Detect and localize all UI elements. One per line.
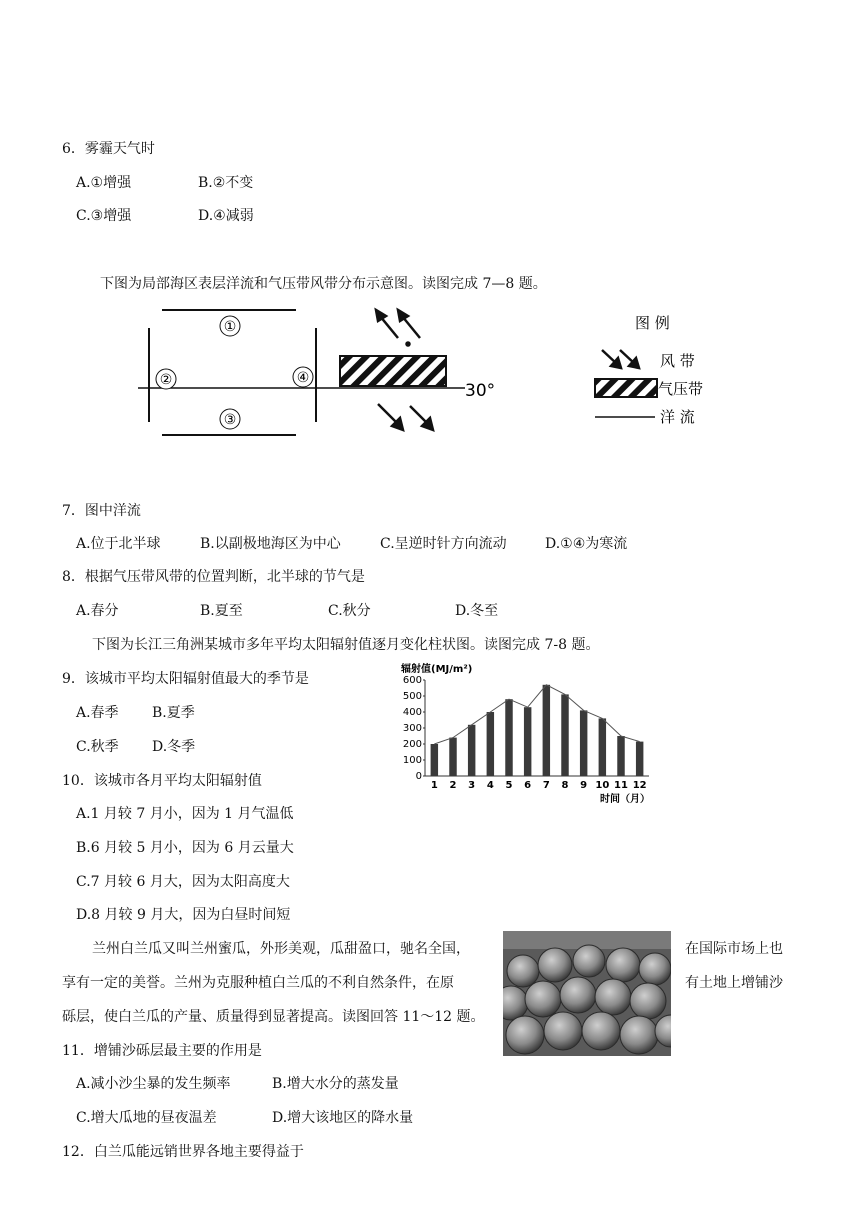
y-tick-label: 0 bbox=[415, 771, 422, 782]
bar-month-1 bbox=[431, 744, 438, 776]
q11-option-c: C.增大瓜地的昼夜温差 bbox=[76, 1110, 217, 1126]
y-tick-label: 600 bbox=[402, 675, 422, 686]
legend-current-label: 洋 流 bbox=[660, 408, 695, 426]
pressure-belt-box bbox=[340, 356, 446, 386]
question-7-stem: 7．图中洋流 bbox=[62, 503, 141, 519]
x-tick-label: 8 bbox=[561, 780, 569, 791]
x-tick-label: 1 bbox=[430, 780, 438, 791]
bar-month-8 bbox=[561, 694, 568, 776]
q7-option-b: B.以副极地海区为中心 bbox=[200, 536, 341, 552]
chart-xlabel: 时间（月） bbox=[600, 794, 650, 805]
question-6-stem: 6．雾霾天气时 bbox=[62, 141, 155, 157]
x-tick-label: 12 bbox=[632, 780, 647, 791]
legend-title: 图 例 bbox=[635, 314, 670, 332]
question-8-stem: 8．根据气压带风带的位置判断，北半球的节气是 bbox=[62, 569, 365, 585]
y-tick-label: 400 bbox=[402, 707, 422, 718]
legend-pressure-icon bbox=[595, 379, 657, 397]
y-tick-label: 200 bbox=[402, 739, 422, 750]
y-tick-label: 500 bbox=[402, 691, 422, 702]
q6-option-c: C.③增强 bbox=[76, 208, 132, 224]
x-tick-label: 7 bbox=[542, 780, 550, 791]
question-9-stem: 9．该城市平均太阳辐射值最大的季节是 bbox=[62, 671, 309, 687]
svg-text:①: ① bbox=[223, 319, 237, 335]
q9-option-d: D.冬季 bbox=[152, 739, 196, 755]
passage-line-1b: 在国际市场上也 bbox=[685, 941, 783, 957]
x-tick-label: 9 bbox=[580, 780, 588, 791]
x-tick-label: 6 bbox=[524, 780, 532, 791]
x-tick-label: 11 bbox=[614, 780, 628, 791]
q8-option-d: D.冬至 bbox=[455, 603, 499, 619]
q10-option-d: D.8 月较 9 月大，因为白昼时间短 bbox=[76, 907, 291, 923]
q6-option-a: A.①增强 bbox=[76, 175, 132, 191]
x-tick-label: 5 bbox=[505, 780, 513, 791]
intro-7-8: 下图为局部海区表层洋流和气压带风带分布示意图。读图完成 7—8 题。 bbox=[100, 276, 547, 292]
ocean-current-diagram bbox=[130, 300, 730, 440]
bar-month-5 bbox=[505, 699, 512, 776]
chart-ylabel: 辐射值(MJ/m²) bbox=[401, 664, 473, 675]
q9-option-a: A.春季 bbox=[76, 705, 119, 721]
question-12-stem: 12．白兰瓜能远销世界各地主要得益于 bbox=[62, 1144, 304, 1160]
y-tick-label: 100 bbox=[402, 755, 422, 766]
wind-arrows-upper bbox=[376, 310, 420, 346]
question-11-stem: 11．增铺沙砾层最主要的作用是 bbox=[62, 1043, 262, 1059]
q7-option-c: C.呈逆时针方向流动 bbox=[380, 536, 507, 552]
q10-option-a: A.1 月较 7 月小，因为 1 月气温低 bbox=[76, 806, 294, 822]
passage-line-1a: 兰州白兰瓜又叫兰州蜜瓜，外形美观，瓜甜盈口，驰名全国， bbox=[92, 941, 470, 957]
q6-option-b: B.②不变 bbox=[198, 175, 254, 191]
svg-text:④: ④ bbox=[296, 370, 310, 386]
q10-option-b: B.6 月较 5 月小，因为 6 月云量大 bbox=[76, 840, 294, 856]
intro-9-10: 下图为长江三角洲某城市多年平均太阳辐射值逐月变化柱状图。读图完成 7-8 题。 bbox=[92, 637, 600, 653]
q9-option-c: C.秋季 bbox=[76, 739, 119, 755]
chart-trend-line bbox=[434, 685, 639, 744]
q8-option-c: C.秋分 bbox=[328, 603, 371, 619]
wind-arrows-lower bbox=[378, 404, 433, 430]
bar-month-9 bbox=[580, 710, 587, 776]
q10-option-c: C.7 月较 6 月大，因为太阳高度大 bbox=[76, 874, 290, 890]
bar-month-10 bbox=[599, 718, 606, 776]
q11-option-d: D.增大该地区的降水量 bbox=[272, 1110, 414, 1126]
y-tick-label: 300 bbox=[402, 723, 422, 734]
legend-wind-label: 风 带 bbox=[660, 352, 695, 370]
q11-option-b: B.增大水分的蒸发量 bbox=[272, 1076, 399, 1092]
bar-month-7 bbox=[543, 685, 550, 776]
q8-option-b: B.夏至 bbox=[200, 603, 243, 619]
melon-photo bbox=[503, 931, 671, 1056]
marker-4 bbox=[293, 367, 313, 387]
passage-line-2a: 享有一定的美誉。兰州为克服种植白兰瓜的不利自然条件，在原 bbox=[62, 975, 454, 991]
bar-month-3 bbox=[468, 725, 475, 776]
q6-option-d: D.④减弱 bbox=[198, 208, 254, 224]
passage-line-3: 砾层，使白兰瓜的产量、质量得到显著提高。读图回答 11～12 题。 bbox=[62, 1009, 485, 1025]
x-tick-label: 2 bbox=[449, 780, 457, 791]
q11-option-a: A.减小沙尘暴的发生频率 bbox=[76, 1076, 231, 1092]
marker-2 bbox=[156, 369, 176, 389]
x-tick-label: 10 bbox=[595, 780, 610, 791]
bar-month-11 bbox=[617, 736, 624, 776]
bar-month-4 bbox=[487, 712, 494, 776]
q9-option-b: B.夏季 bbox=[152, 705, 195, 721]
latitude-label: 30° bbox=[465, 381, 496, 401]
svg-text:③: ③ bbox=[223, 412, 237, 428]
marker-1 bbox=[220, 316, 240, 336]
bar-month-6 bbox=[524, 707, 531, 776]
marker-3 bbox=[220, 409, 240, 429]
bar-month-2 bbox=[449, 738, 456, 776]
question-10-stem: 10．该城市各月平均太阳辐射值 bbox=[62, 773, 262, 789]
legend-pressure-label: 气压带 bbox=[658, 380, 704, 398]
radiation-bar-chart bbox=[395, 660, 685, 805]
svg-text:②: ② bbox=[159, 372, 173, 388]
q8-option-a: A.春分 bbox=[76, 603, 119, 619]
x-tick-label: 4 bbox=[486, 780, 494, 791]
legend-wind-icon bbox=[602, 350, 639, 368]
q7-option-a: A.位于北半球 bbox=[76, 536, 161, 552]
x-tick-label: 3 bbox=[468, 780, 476, 791]
passage-line-2b: 有土地上增铺沙 bbox=[685, 975, 783, 991]
bar-month-12 bbox=[636, 742, 643, 776]
q7-option-d: D.①④为寒流 bbox=[545, 536, 628, 552]
